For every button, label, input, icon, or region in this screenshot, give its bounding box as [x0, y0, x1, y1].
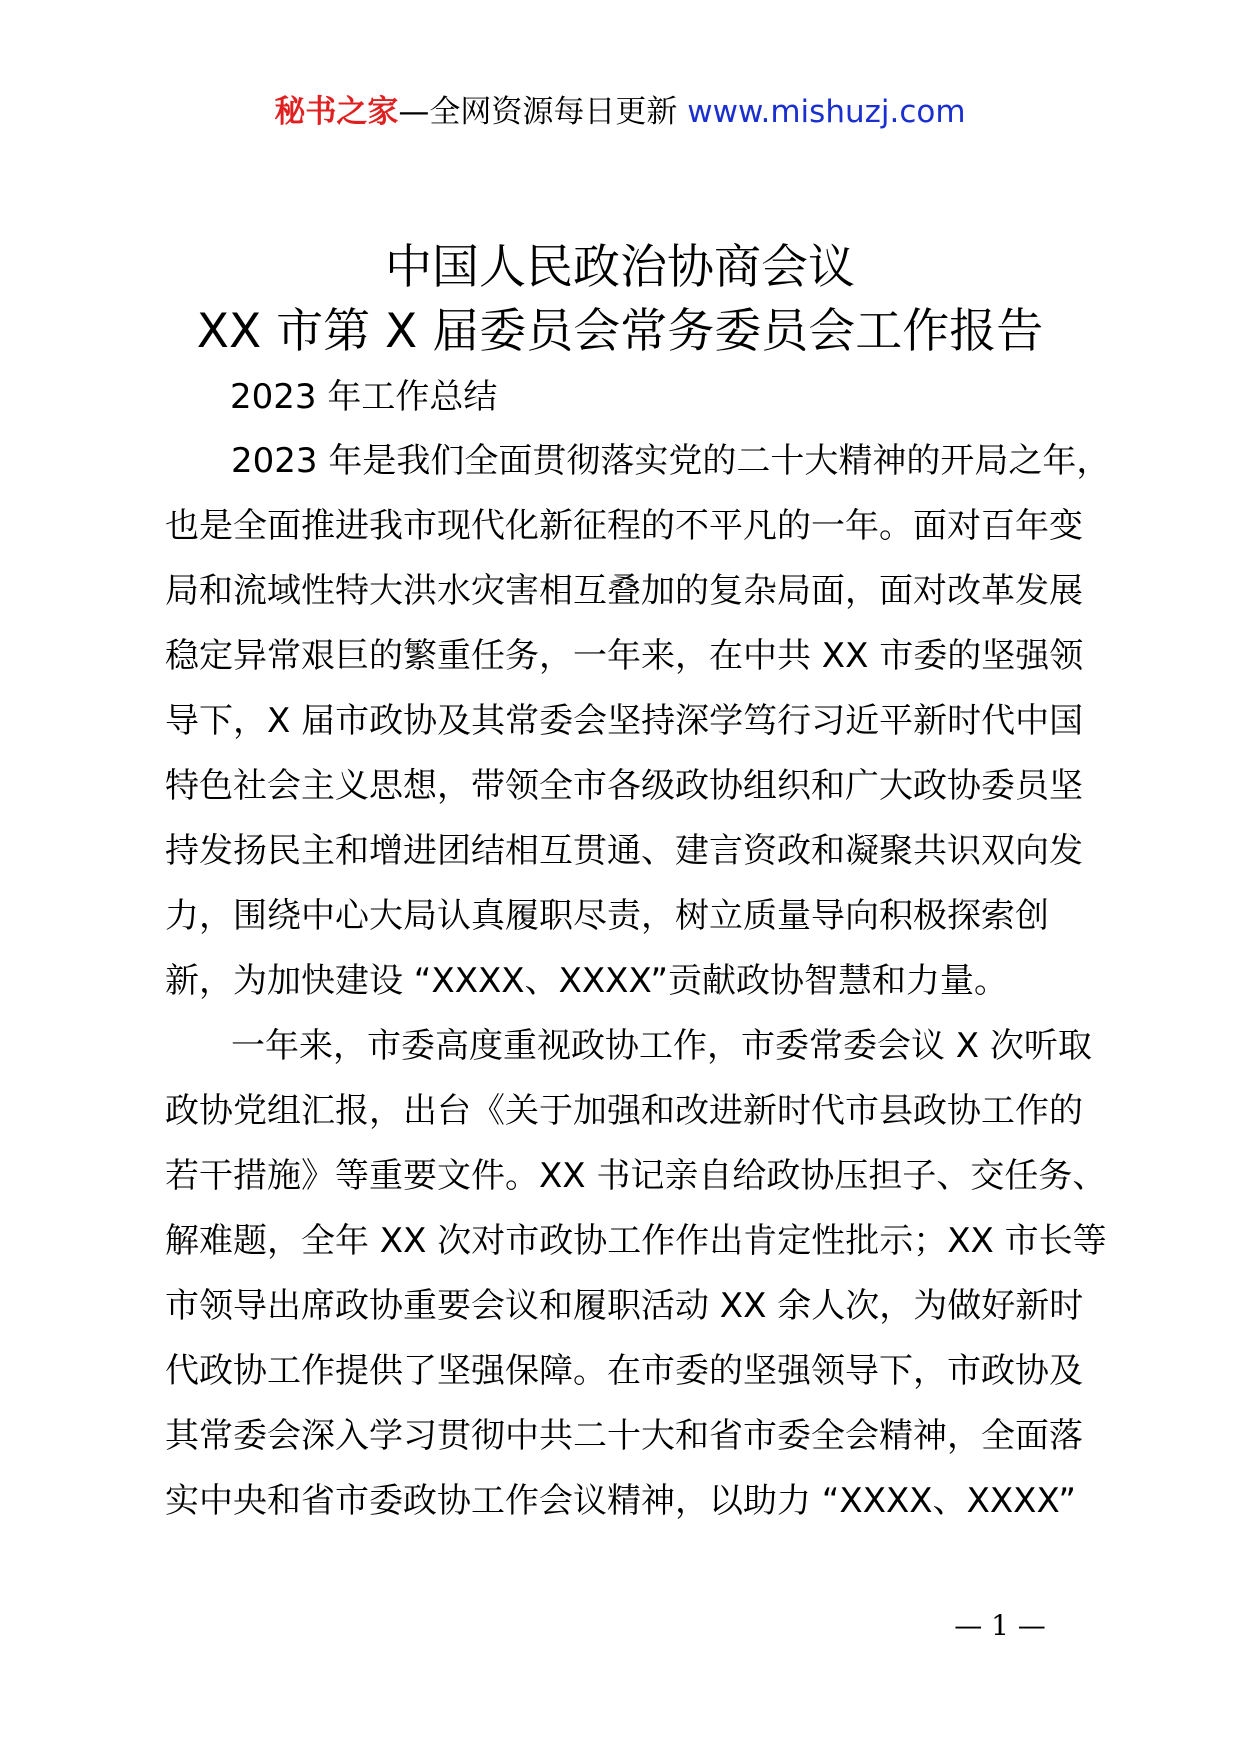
report-title	[0, 236, 1240, 364]
title-line-1: 中国人民政治协商会议	[385, 240, 855, 295]
site-header	[0, 90, 1240, 134]
brand-name: 秘书之家	[274, 94, 399, 130]
header-slogan: —全网资源每日更新	[398, 94, 678, 130]
site-url-link[interactable]: www.mishuzj.com	[687, 94, 966, 130]
paragraph-1: 2023 年是我们全面贯彻落实党的二十大精神的开局之年，也是全面推进我市现代化新征程的不平凡的一年。面对百年变局和流域性特大洪水灾害相互叠加的复杂局面，面对改革发展稳定异常艰巨的繁重任务，一年来，在中共 XX 市委的坚强领导下，X 届市政协及其常委会坚持深学笃行习近平新时代中国特色社会主义思想，带领全市各级政协组织和广大政协委员坚持发扬民主和增进团结相互贯通、建言资政和凝聚共识双向发力，围绕中心大局认真履职尽责，树立质量导向积极探索创新，为加快建设 “XXXX、XXXX”贡献政协智慧和力量。	[165, 441, 1111, 1001]
report-body	[165, 429, 1115, 1534]
section-heading: 2023 年工作总结	[230, 377, 498, 417]
title-line-2: XX 市第 X 届委员会常务委员会工作报告	[196, 304, 1044, 359]
page-number: — 1 —	[954, 1609, 1046, 1642]
paragraph-2: 一年来，市委高度重视政协工作，市委常委会议 X 次听取政协党组汇报，出台《关于加强和改进新时代市县政协工作的若干措施》等重要文件。XX 书记亲自给政协压担子、交任务、解难题，全年 XX 次对市政协工作作出肯定性批示；XX 市长等市领导出席政协重要会议和履职活动 XX 余人次，为做好新时代政协工作提供了坚强保障。在市委的坚强领导下，市政协及其常委会深入学习贯彻中共二十大和省市委全会精神，全面落实中央和省市委政协工作会议精神，以助力 “XXXX、XXXX”	[165, 1026, 1107, 1521]
